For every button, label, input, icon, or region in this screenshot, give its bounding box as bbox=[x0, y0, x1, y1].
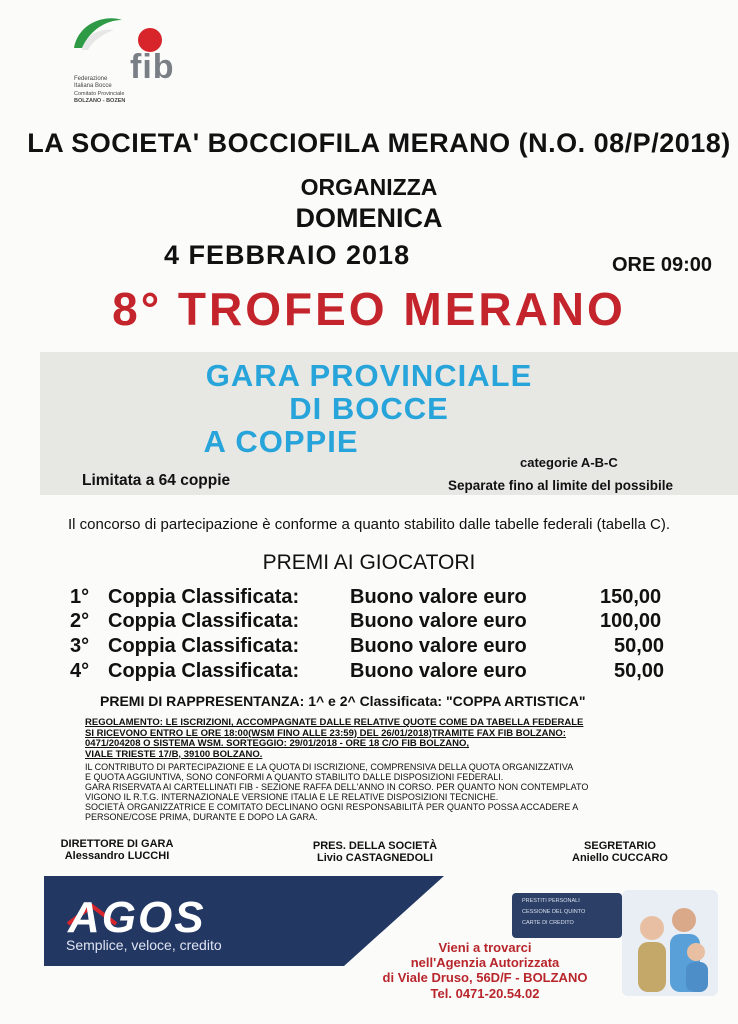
signature-secretary: SEGRETARIO Aniello CUCCARO bbox=[572, 840, 668, 864]
separation-label: Separate fino al limite del possibile bbox=[448, 478, 674, 493]
limit-label: Limitata a 64 coppie bbox=[82, 472, 231, 489]
prize-amount: 50,00 bbox=[614, 635, 665, 657]
logo-swoosh-icon bbox=[70, 12, 130, 52]
prize-label: Coppia Classificata: bbox=[108, 610, 300, 632]
logo-federation-text: Federazione Italiana Bocce bbox=[74, 76, 112, 89]
signature-president: PRES. DELLA SOCIETÀ Livio CASTAGNEDOLI bbox=[312, 840, 438, 864]
event-date: 4 FEBBRAIO 2018 bbox=[164, 240, 411, 270]
prize-rank: 1° bbox=[70, 586, 90, 608]
agos-visit-line-3: di Viale Druso, 56D/F - BOLZANO bbox=[382, 970, 588, 985]
event-line-1: GARA PROVINCIALE bbox=[205, 358, 533, 393]
event-line-2: DI BOCCE bbox=[289, 391, 449, 426]
prize-desc: Buono valore euro bbox=[350, 635, 527, 657]
agos-phone: Tel. 0471-20.54.02 bbox=[430, 986, 540, 1001]
signature-director: DIRETTORE DI GARA Alessandro LUCCHI bbox=[60, 838, 174, 862]
prize-desc: Buono valore euro bbox=[350, 660, 527, 682]
prize-desc: Buono valore euro bbox=[350, 610, 527, 632]
day-label: DOMENICA bbox=[295, 203, 443, 233]
prize-label: Coppia Classificata: bbox=[108, 635, 300, 657]
rules-text: IL CONTRIBUTO DI PARTECIPAZIONE E LA QUOTA DI ISCRIZIONE, COMPRENSIVA DELLA QUOTA ORGANIZZATIVA E QUOTA AGGIUNTIVA, SONO CONFORMI A QUANTO STABILITO DALLE DISPOSIZIONI FEDERALI. GARA RISERVATA AI CARTELLINATI FIB - SEZIONE RAFFA DELL'ANNO IN CORSO. PER QUANTO NON CONTEMPLATO VIGONO IL R.T.G. INTERNAZIONALE VERSIONE ITALIA E LE RELATIVE DISPOSIZIONI TECNICHE. SOCIETÀ ORGANIZZATRICE E COMITATO DECLINANO OGNI RESPONSABILITÀ PER QUANTO POSSA ACCADERE A PERSONE/COSE PRIMA, DURANTE E DOPO LA GARA. bbox=[85, 762, 589, 822]
prizes-title: PREMI AI GIOCATORI bbox=[262, 551, 476, 574]
event-time: ORE 09:00 bbox=[612, 254, 713, 276]
prize-amount: 100,00 bbox=[600, 610, 662, 632]
regulation-text: REGOLAMENTO: LE ISCRIZIONI, ACCOMPAGNATE DALLE RELATIVE QUOTE COME DA TABELLA FEDERALE SI RICEVONO ENTRO LE ORE 18:00(WSM FINO ALLE 23:59) DEL 26/01/2018)TRAMITE FAX FIB BOLZANO: 0471/204208 O SISTEMA WSM. SORTEGGIO: 29/01/2018 - ORE 18 C/O FIB BOLZANO, VIALE TRIESTE 17/B, 39100 BOLZANO. bbox=[85, 717, 584, 760]
logo-committee-text: Comitato Provinciale BOLZANO - BOZEN bbox=[74, 91, 126, 104]
society-title: LA SOCIETA' BOCCIOFILA MERANO (N.O. 08/P/2018) bbox=[27, 128, 731, 158]
prize-rank: 2° bbox=[70, 610, 90, 632]
prize-label: Coppia Classificata: bbox=[108, 660, 300, 682]
organizza-label: ORGANIZZA bbox=[300, 174, 438, 200]
prize-label: Coppia Classificata: bbox=[108, 586, 300, 608]
concorso-text: Il concorso di partecipazione è conforme a quanto stabilito dalle tabelle federali (tabella C). bbox=[67, 516, 670, 533]
agos-logo: AGOS bbox=[68, 893, 206, 942]
categories-label: categorie A-B-C bbox=[520, 455, 618, 470]
agos-tagline: Semplice, veloce, credito bbox=[66, 937, 222, 953]
prize-rank: 3° bbox=[70, 635, 90, 657]
agos-visit-line-1: Vieni a trovarci bbox=[438, 940, 532, 955]
family-people-icon bbox=[622, 890, 718, 996]
trophy-title: 8° TROFEO MERANO bbox=[112, 283, 626, 335]
prize-rank: 4° bbox=[70, 660, 90, 682]
prize-desc: Buono valore euro bbox=[350, 586, 527, 608]
event-line-3: A COPPIE bbox=[203, 424, 359, 459]
agos-visit-line-2: nell'Agenzia Autorizzata bbox=[410, 955, 560, 970]
representation-prizes: PREMI DI RAPPRESENTANZA: 1^ e 2^ Classificata: "COPPA ARTISTICA" bbox=[100, 693, 586, 709]
fib-brand: fib bbox=[130, 48, 175, 86]
family-photo bbox=[622, 890, 718, 996]
agos-services-panel: PRESTITI PERSONALI CESSIONE DEL QUINTO CARTE DI CREDITO bbox=[512, 893, 622, 938]
prize-amount: 150,00 bbox=[600, 586, 662, 608]
prize-amount: 50,00 bbox=[614, 660, 665, 682]
